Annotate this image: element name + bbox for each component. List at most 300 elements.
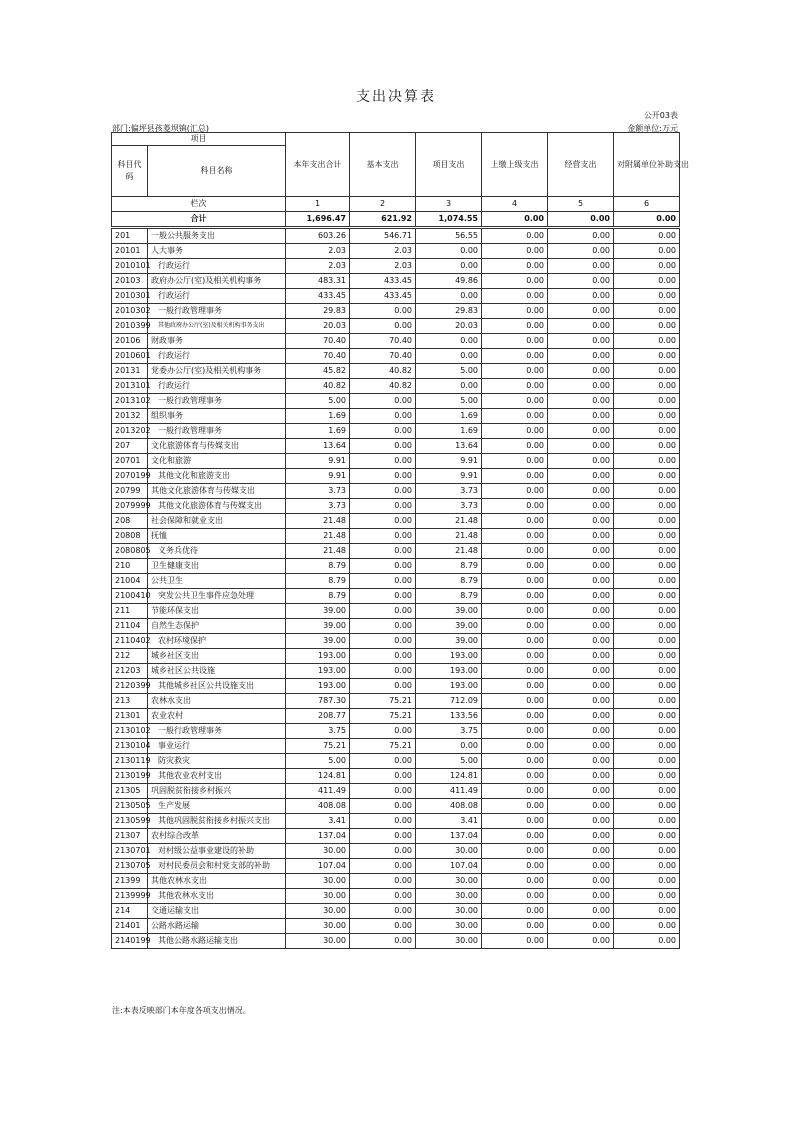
row-value: 21.48: [416, 529, 482, 544]
row-name: 其他政府办公厅(室)及相关机构事务支出: [148, 319, 286, 334]
row-value: 0.00: [614, 724, 680, 739]
row-value: 0.00: [482, 514, 548, 529]
row-name: 巩固脱贫衔接乡村振兴: [148, 784, 286, 799]
row-code: 214: [112, 904, 148, 919]
row-value: 5.00: [416, 394, 482, 409]
row-value: 70.40: [350, 349, 416, 364]
row-value: 0.00: [482, 589, 548, 604]
row-value: 0.00: [548, 529, 614, 544]
table-row: [112, 694, 680, 709]
row-name: 节能环保支出: [148, 604, 286, 619]
row-value: 0.00: [614, 814, 680, 829]
header-name: 科目名称: [148, 146, 286, 197]
table-row: [112, 859, 680, 874]
row-name: 组织事务: [148, 409, 286, 424]
row-value: 408.08: [416, 799, 482, 814]
row-value: 0.00: [614, 619, 680, 634]
row-value: 433.45: [350, 274, 416, 289]
row-value: 0.00: [482, 859, 548, 874]
row-code: 2013202: [112, 424, 148, 439]
row-value: 0.00: [614, 289, 680, 304]
row-value: 2.03: [350, 259, 416, 274]
row-value: 0.00: [548, 574, 614, 589]
row-value: 1.69: [286, 409, 350, 424]
row-value: 0.00: [548, 244, 614, 259]
row-name: 行政运行: [148, 289, 286, 304]
header-col-1: 本年支出合计: [286, 133, 350, 197]
row-code: 2070199: [112, 469, 148, 484]
row-name: 事业运行: [148, 739, 286, 754]
row-value: 9.91: [416, 469, 482, 484]
row-value: 0.00: [548, 709, 614, 724]
row-value: 0.00: [548, 439, 614, 454]
table-row: [112, 799, 680, 814]
row-value: 0.00: [482, 919, 548, 934]
row-value: 0.00: [482, 664, 548, 679]
row-value: 124.81: [416, 769, 482, 784]
row-value: 40.82: [350, 379, 416, 394]
row-name: 农业农村: [148, 709, 286, 724]
row-value: 0.00: [548, 319, 614, 334]
row-value: 56.55: [416, 228, 482, 244]
row-value: 29.83: [286, 304, 350, 319]
row-value: 0.00: [614, 334, 680, 349]
row-code: 213: [112, 694, 148, 709]
row-value: 3.75: [416, 724, 482, 739]
row-value: 0.00: [548, 784, 614, 799]
row-value: 0.00: [614, 769, 680, 784]
table-row: [112, 439, 680, 454]
row-value: 30.00: [416, 889, 482, 904]
row-value: 0.00: [548, 829, 614, 844]
total-value: 0.00: [482, 212, 548, 228]
row-value: 30.00: [286, 844, 350, 859]
table-row: [112, 604, 680, 619]
row-value: 8.79: [416, 559, 482, 574]
row-value: 0.00: [614, 679, 680, 694]
row-value: 2.03: [286, 259, 350, 274]
row-value: 0.00: [548, 454, 614, 469]
row-value: 5.00: [416, 364, 482, 379]
row-value: 0.00: [350, 589, 416, 604]
row-value: 0.00: [482, 559, 548, 574]
row-name: 其他文化和旅游支出: [148, 469, 286, 484]
row-value: 0.00: [614, 454, 680, 469]
row-value: 0.00: [482, 874, 548, 889]
row-value: 0.00: [482, 349, 548, 364]
row-name: 农村环境保护: [148, 634, 286, 649]
row-value: 0.00: [548, 364, 614, 379]
row-value: 3.41: [416, 814, 482, 829]
row-name: 其他城乡社区公共设施支出: [148, 679, 286, 694]
row-value: 13.64: [286, 439, 350, 454]
row-code: 20808: [112, 529, 148, 544]
row-value: 0.00: [350, 679, 416, 694]
table-row: [112, 244, 680, 259]
row-value: 1.69: [416, 409, 482, 424]
row-value: 0.00: [614, 319, 680, 334]
table-row: [112, 304, 680, 319]
table-row: [112, 529, 680, 544]
row-value: 0.00: [548, 259, 614, 274]
row-value: 0.00: [350, 469, 416, 484]
table-row: [112, 739, 680, 754]
table-row: [112, 664, 680, 679]
row-name: 公共卫生: [148, 574, 286, 589]
row-value: 546.71: [350, 228, 416, 244]
row-value: 0.00: [350, 439, 416, 454]
row-name: 行政运行: [148, 349, 286, 364]
row-value: 30.00: [416, 874, 482, 889]
row-code: 2130505: [112, 799, 148, 814]
row-value: 0.00: [416, 244, 482, 259]
row-value: 0.00: [614, 589, 680, 604]
row-name: 其他农林水支出: [148, 889, 286, 904]
row-code: 2130199: [112, 769, 148, 784]
row-value: 0.00: [350, 514, 416, 529]
row-value: 0.00: [350, 889, 416, 904]
row-value: 0.00: [350, 934, 416, 949]
row-name: 一般公共服务支出: [148, 228, 286, 244]
table-row: [112, 709, 680, 724]
table-row: [112, 619, 680, 634]
row-value: 0.00: [350, 649, 416, 664]
row-value: 0.00: [548, 228, 614, 244]
row-value: 0.00: [482, 424, 548, 439]
row-value: 0.00: [350, 604, 416, 619]
row-value: 0.00: [482, 274, 548, 289]
row-value: 0.00: [614, 649, 680, 664]
row-code: 2130705: [112, 859, 148, 874]
row-value: 0.00: [614, 574, 680, 589]
row-value: 0.00: [614, 259, 680, 274]
row-value: 0.00: [350, 859, 416, 874]
table-row: [112, 349, 680, 364]
row-value: 0.00: [416, 379, 482, 394]
row-value: 0.00: [548, 664, 614, 679]
row-value: 0.00: [350, 829, 416, 844]
row-value: 0.00: [350, 799, 416, 814]
row-value: 0.00: [548, 424, 614, 439]
table-row: [112, 394, 680, 409]
row-value: 0.00: [548, 379, 614, 394]
row-value: 0.00: [350, 784, 416, 799]
row-value: 8.79: [286, 589, 350, 604]
row-value: 712.09: [416, 694, 482, 709]
row-value: 70.40: [286, 349, 350, 364]
table-row: [112, 919, 680, 934]
index-num: 4: [482, 197, 548, 212]
row-code: 21305: [112, 784, 148, 799]
row-value: 0.00: [482, 379, 548, 394]
row-value: 0.00: [548, 514, 614, 529]
row-code: 2110402: [112, 634, 148, 649]
row-value: 0.00: [548, 634, 614, 649]
row-value: 0.00: [482, 244, 548, 259]
row-name: 人大事务: [148, 244, 286, 259]
row-value: 0.00: [416, 289, 482, 304]
row-value: 0.00: [482, 814, 548, 829]
row-value: 20.03: [416, 319, 482, 334]
row-value: 9.91: [286, 454, 350, 469]
row-name: 文化旅游体育与传媒支出: [148, 439, 286, 454]
table-row: [112, 634, 680, 649]
row-name: 交通运输支出: [148, 904, 286, 919]
row-value: 0.00: [548, 679, 614, 694]
row-code: 2130102: [112, 724, 148, 739]
row-value: 0.00: [482, 709, 548, 724]
row-value: 0.00: [614, 244, 680, 259]
row-value: 0.00: [614, 409, 680, 424]
row-code: 2010601: [112, 349, 148, 364]
row-value: 0.00: [548, 754, 614, 769]
row-value: 193.00: [416, 649, 482, 664]
page-title: 支出决算表: [356, 89, 436, 105]
row-value: 0.00: [614, 889, 680, 904]
row-value: 433.45: [286, 289, 350, 304]
table-row: [112, 679, 680, 694]
row-name: 其他巩固脱贫衔接乡村振兴支出: [148, 814, 286, 829]
row-value: 0.00: [482, 544, 548, 559]
table-row: [112, 589, 680, 604]
department-label: 部门:偏坪县孩菱坝镇(汇总): [112, 124, 209, 133]
row-value: 0.00: [614, 694, 680, 709]
row-value: 0.00: [614, 559, 680, 574]
row-value: 0.00: [350, 574, 416, 589]
row-value: 193.00: [416, 679, 482, 694]
row-code: 20101: [112, 244, 148, 259]
row-name: 防灾救灾: [148, 754, 286, 769]
total-value: 1,696.47: [286, 212, 350, 228]
row-value: 137.04: [286, 829, 350, 844]
row-value: 0.00: [482, 364, 548, 379]
row-code: 2010301: [112, 289, 148, 304]
header-col-4: 上缴上级支出: [482, 133, 548, 197]
row-value: 39.00: [416, 634, 482, 649]
row-value: 0.00: [482, 469, 548, 484]
row-value: 0.00: [350, 409, 416, 424]
row-name: 行政运行: [148, 379, 286, 394]
row-code: 2130701: [112, 844, 148, 859]
row-code: 20701: [112, 454, 148, 469]
row-value: 0.00: [548, 934, 614, 949]
row-value: 0.00: [482, 754, 548, 769]
row-value: 75.21: [350, 694, 416, 709]
row-value: 30.00: [286, 919, 350, 934]
row-value: 0.00: [614, 439, 680, 454]
row-value: 0.00: [482, 619, 548, 634]
table-row: [112, 874, 680, 889]
row-value: 1.69: [416, 424, 482, 439]
row-value: 0.00: [548, 484, 614, 499]
row-value: 0.00: [482, 634, 548, 649]
row-value: 411.49: [416, 784, 482, 799]
row-value: 0.00: [614, 874, 680, 889]
row-value: 193.00: [286, 649, 350, 664]
row-value: 0.00: [482, 259, 548, 274]
row-value: 3.41: [286, 814, 350, 829]
table-row: [112, 289, 680, 304]
row-code: 2013101: [112, 379, 148, 394]
row-value: 39.00: [416, 604, 482, 619]
row-value: 0.00: [614, 469, 680, 484]
row-value: 0.00: [350, 754, 416, 769]
row-value: 0.00: [482, 679, 548, 694]
row-value: 0.00: [350, 454, 416, 469]
row-name: 对村民委员会和村党支部的补助: [148, 859, 286, 874]
row-value: 30.00: [286, 904, 350, 919]
row-value: 0.00: [548, 349, 614, 364]
row-value: 21.48: [416, 544, 482, 559]
total-value: 0.00: [614, 212, 680, 228]
table-row: [112, 228, 680, 244]
total-value: 0.00: [548, 212, 614, 228]
row-value: 0.00: [614, 904, 680, 919]
row-value: 433.45: [350, 289, 416, 304]
row-name: 其他公路水路运输支出: [148, 934, 286, 949]
row-value: 0.00: [482, 319, 548, 334]
row-value: 3.73: [416, 484, 482, 499]
row-value: 0.00: [548, 694, 614, 709]
row-value: 0.00: [548, 274, 614, 289]
row-value: 30.00: [286, 874, 350, 889]
row-value: 0.00: [614, 529, 680, 544]
row-value: 30.00: [416, 844, 482, 859]
table-row: [112, 514, 680, 529]
row-value: 193.00: [286, 664, 350, 679]
table-row: [112, 574, 680, 589]
row-value: 0.00: [482, 409, 548, 424]
expenditure-table: [111, 132, 689, 949]
row-value: 0.00: [482, 289, 548, 304]
row-value: 0.00: [482, 784, 548, 799]
row-value: 0.00: [548, 589, 614, 604]
row-name: 党委办公厅(室)及相关机构事务: [148, 364, 286, 379]
row-code: 2080805: [112, 544, 148, 559]
row-value: 70.40: [350, 334, 416, 349]
row-value: 193.00: [286, 679, 350, 694]
row-name: 一般行政管理事务: [148, 304, 286, 319]
row-value: 0.00: [482, 394, 548, 409]
row-value: 0.00: [350, 319, 416, 334]
row-code: 20132: [112, 409, 148, 424]
table-row: [112, 724, 680, 739]
row-name: 农村综合改革: [148, 829, 286, 844]
row-code: 20131: [112, 364, 148, 379]
table-row: [112, 364, 680, 379]
row-value: 0.00: [482, 649, 548, 664]
row-value: 0.00: [350, 544, 416, 559]
table-row: [112, 889, 680, 904]
row-name: 一般行政管理事务: [148, 724, 286, 739]
row-value: 0.00: [350, 844, 416, 859]
row-value: 0.00: [548, 304, 614, 319]
form-code: 公开03表: [643, 111, 678, 120]
row-value: 3.73: [416, 499, 482, 514]
row-value: 0.00: [350, 919, 416, 934]
row-value: 0.00: [482, 529, 548, 544]
row-value: 0.00: [416, 334, 482, 349]
row-value: 40.82: [350, 364, 416, 379]
row-value: 603.26: [286, 228, 350, 244]
row-value: 0.00: [614, 499, 680, 514]
table-row: [112, 484, 680, 499]
row-value: 0.00: [350, 499, 416, 514]
table-row: [112, 259, 680, 274]
row-value: 9.91: [416, 454, 482, 469]
row-value: 0.00: [548, 544, 614, 559]
row-value: 0.00: [614, 424, 680, 439]
table-row: [112, 784, 680, 799]
footnote: 注:本表反映部门本年度各项支出情况。: [112, 1006, 251, 1015]
row-value: 0.00: [350, 769, 416, 784]
row-name: 城乡社区支出: [148, 649, 286, 664]
row-name: 生产发展: [148, 799, 286, 814]
row-value: 408.08: [286, 799, 350, 814]
row-value: 0.00: [482, 769, 548, 784]
row-value: 75.21: [350, 709, 416, 724]
row-value: 0.00: [614, 844, 680, 859]
row-value: 0.00: [350, 484, 416, 499]
row-value: 0.00: [614, 544, 680, 559]
table-row: [112, 379, 680, 394]
row-code: 208: [112, 514, 148, 529]
row-name: 其他农林水支出: [148, 874, 286, 889]
row-value: 2.03: [286, 244, 350, 259]
row-name: 城乡社区公共设施: [148, 664, 286, 679]
row-value: 0.00: [548, 859, 614, 874]
row-value: 0.00: [548, 469, 614, 484]
row-code: 2130104: [112, 739, 148, 754]
row-value: 0.00: [482, 889, 548, 904]
row-name: 突发公共卫生事件应急处理: [148, 589, 286, 604]
table-row: [112, 754, 680, 769]
row-value: 0.00: [614, 634, 680, 649]
row-name: 义务兵优待: [148, 544, 286, 559]
row-value: 0.00: [482, 304, 548, 319]
row-code: 210: [112, 559, 148, 574]
row-name: 其他文化旅游体育与传媒支出: [148, 484, 286, 499]
row-code: 21401: [112, 919, 148, 934]
row-name: 财政事务: [148, 334, 286, 349]
row-value: 0.00: [416, 259, 482, 274]
row-code: 2010101: [112, 259, 148, 274]
row-name: 自然生态保护: [148, 619, 286, 634]
row-value: 0.00: [416, 739, 482, 754]
row-value: 30.00: [416, 934, 482, 949]
row-value: 0.00: [350, 814, 416, 829]
row-value: 2.03: [350, 244, 416, 259]
table-row: [112, 409, 680, 424]
total-value: 1,074.55: [416, 212, 482, 228]
row-value: 29.83: [416, 304, 482, 319]
row-value: 0.00: [350, 619, 416, 634]
row-value: 0.00: [482, 694, 548, 709]
row-value: 0.00: [614, 394, 680, 409]
row-code: 21203: [112, 664, 148, 679]
row-name: 文化和旅游: [148, 454, 286, 469]
row-value: 0.00: [482, 484, 548, 499]
row-value: 0.00: [482, 724, 548, 739]
row-value: 3.73: [286, 484, 350, 499]
row-value: 0.00: [548, 814, 614, 829]
index-num: 6: [614, 197, 680, 212]
row-value: 75.21: [286, 739, 350, 754]
table-row: [112, 454, 680, 469]
row-name: 农林水支出: [148, 694, 286, 709]
row-value: 0.00: [350, 724, 416, 739]
row-value: 9.91: [286, 469, 350, 484]
